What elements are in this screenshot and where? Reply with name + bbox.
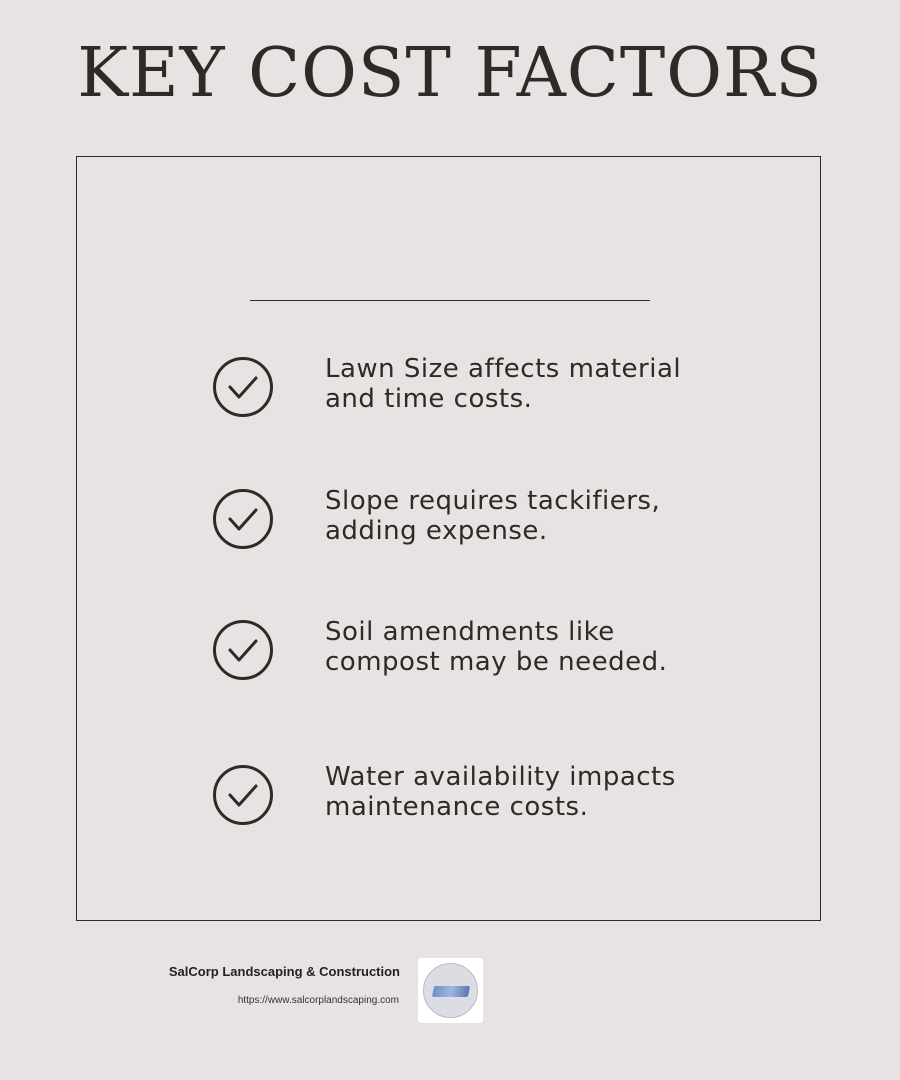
company-logo <box>418 958 483 1023</box>
logo-badge <box>423 963 478 1018</box>
list-item-text: Slope requires tackifiers, adding expense. <box>325 486 661 546</box>
list-item <box>212 619 732 689</box>
divider-line <box>250 300 650 301</box>
check-circle-icon <box>212 488 274 550</box>
list-item <box>212 356 732 426</box>
list-item-text: Soil amendments like compost may be needed. <box>325 617 668 677</box>
list-item-text: Lawn Size affects material and time costs. <box>325 354 682 414</box>
company-name: SalCorp Landscaping & Construction <box>168 964 400 979</box>
list-item <box>212 764 732 834</box>
company-url-link[interactable]: https://www.salcorplandscaping.com <box>237 995 399 1006</box>
logo-wordmark-image <box>432 986 470 997</box>
list-item <box>212 488 732 558</box>
check-circle-icon <box>212 356 274 418</box>
check-circle-icon <box>212 764 274 826</box>
list-item-text: Water availability impacts maintenance costs. <box>325 762 676 822</box>
check-circle-icon <box>212 619 274 681</box>
page-title: KEY COST FACTORS <box>77 34 823 113</box>
